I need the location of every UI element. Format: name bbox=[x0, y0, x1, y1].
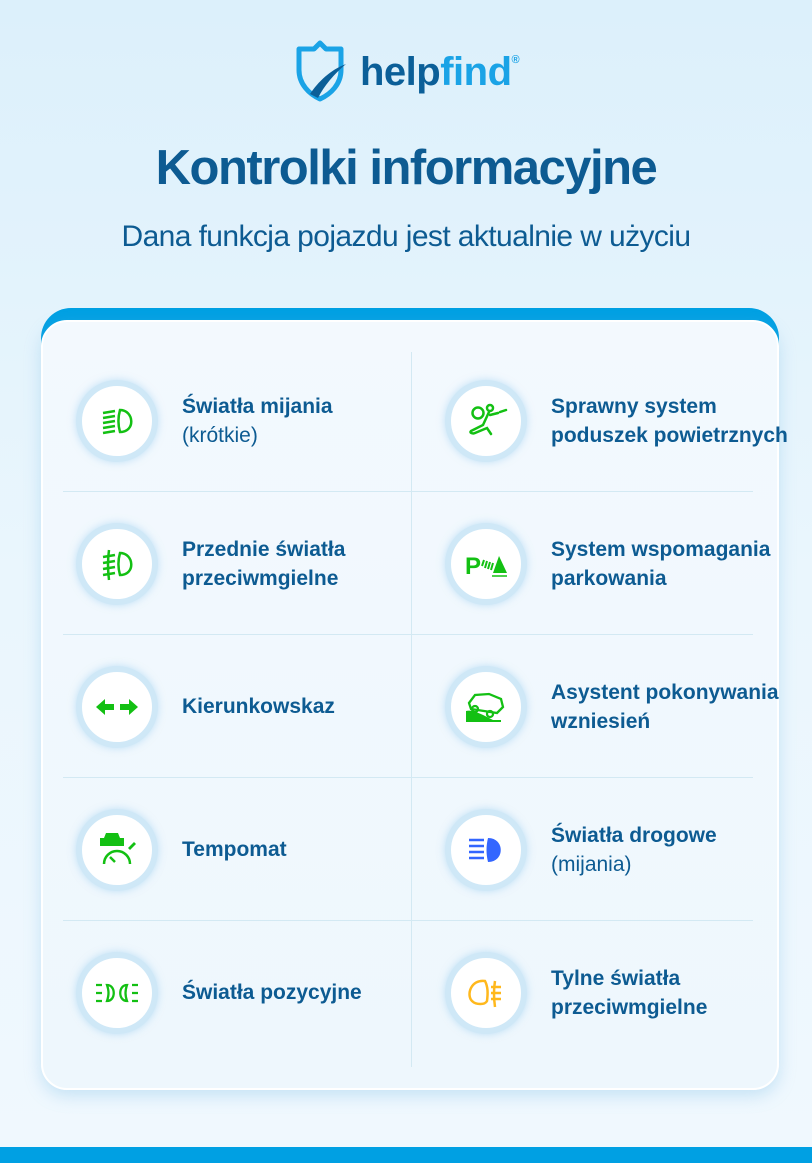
indicator-note: (krótkie) bbox=[182, 423, 258, 447]
indicator-title: Sprawny system poduszek powietrznych bbox=[551, 394, 788, 447]
indicator-label bbox=[551, 964, 795, 1022]
indicator-label bbox=[182, 692, 335, 721]
indicator-label bbox=[551, 535, 795, 593]
icon-circle bbox=[76, 809, 158, 891]
turn-signal-icon bbox=[94, 687, 140, 727]
indicator-title: System wspomagania parkowania bbox=[551, 537, 771, 590]
indicator-title: Światła drogowe bbox=[551, 823, 717, 847]
icon-circle bbox=[445, 666, 527, 748]
indicator-label bbox=[182, 535, 426, 593]
icon-circle bbox=[76, 380, 158, 462]
indicator-item bbox=[445, 921, 795, 1064]
icon-circle bbox=[445, 380, 527, 462]
indicator-item bbox=[445, 635, 795, 778]
shield-icon bbox=[294, 40, 346, 102]
airbag-icon bbox=[463, 401, 509, 441]
indicator-title: Światła pozycyjne bbox=[182, 981, 362, 1004]
cruise-control-icon bbox=[94, 830, 140, 870]
svg-text:P: P bbox=[465, 552, 482, 580]
page-subtitle: Dana funkcja pojazdu jest aktualnie w użyciu bbox=[121, 220, 691, 253]
indicator-card bbox=[41, 320, 788, 1090]
indicator-item bbox=[76, 492, 426, 635]
position-lights-icon bbox=[94, 973, 140, 1013]
indicator-label bbox=[551, 678, 795, 736]
icon-circle bbox=[445, 809, 527, 891]
helpfind-logo bbox=[294, 40, 519, 102]
indicator-title: Asystent pokonywania wzniesień bbox=[551, 680, 779, 733]
icon-circle bbox=[445, 952, 527, 1034]
indicator-item bbox=[76, 778, 426, 921]
indicator-label bbox=[182, 978, 362, 1007]
indicator-item bbox=[445, 349, 795, 492]
indicator-label bbox=[182, 835, 287, 864]
page-title: Kontrolki informacyjne bbox=[155, 141, 657, 195]
logo-text: helpfind® bbox=[360, 49, 520, 94]
rear-fog-light-icon bbox=[463, 973, 509, 1013]
icon-circle bbox=[76, 666, 158, 748]
high-beam-icon bbox=[463, 830, 509, 870]
icon-circle bbox=[445, 523, 527, 605]
indicator-title: Przednie światła przeciwmgielne bbox=[182, 537, 346, 590]
icon-circle bbox=[76, 523, 158, 605]
indicator-title: Światła mijania bbox=[182, 394, 333, 418]
icon-circle bbox=[76, 952, 158, 1034]
indicator-item bbox=[445, 492, 795, 635]
hill-assist-icon bbox=[463, 687, 509, 727]
indicator-note: (mijania) bbox=[551, 852, 632, 876]
indicator-label bbox=[551, 821, 717, 879]
indicator-label bbox=[182, 392, 333, 450]
front-fog-light-icon bbox=[94, 544, 140, 584]
indicator-title: Tylne światła przeciwmgielne bbox=[551, 966, 708, 1019]
indicator-item bbox=[76, 921, 426, 1064]
indicator-title: Kierunkowskaz bbox=[182, 695, 335, 718]
bottom-accent-bar bbox=[0, 1147, 812, 1163]
indicator-title: Tempomat bbox=[182, 838, 287, 861]
parking-assist-icon bbox=[463, 544, 509, 584]
low-beam-icon bbox=[94, 401, 140, 441]
indicator-label bbox=[551, 392, 795, 450]
indicator-item bbox=[76, 635, 426, 778]
indicator-item bbox=[76, 349, 426, 492]
indicator-item bbox=[445, 778, 795, 921]
